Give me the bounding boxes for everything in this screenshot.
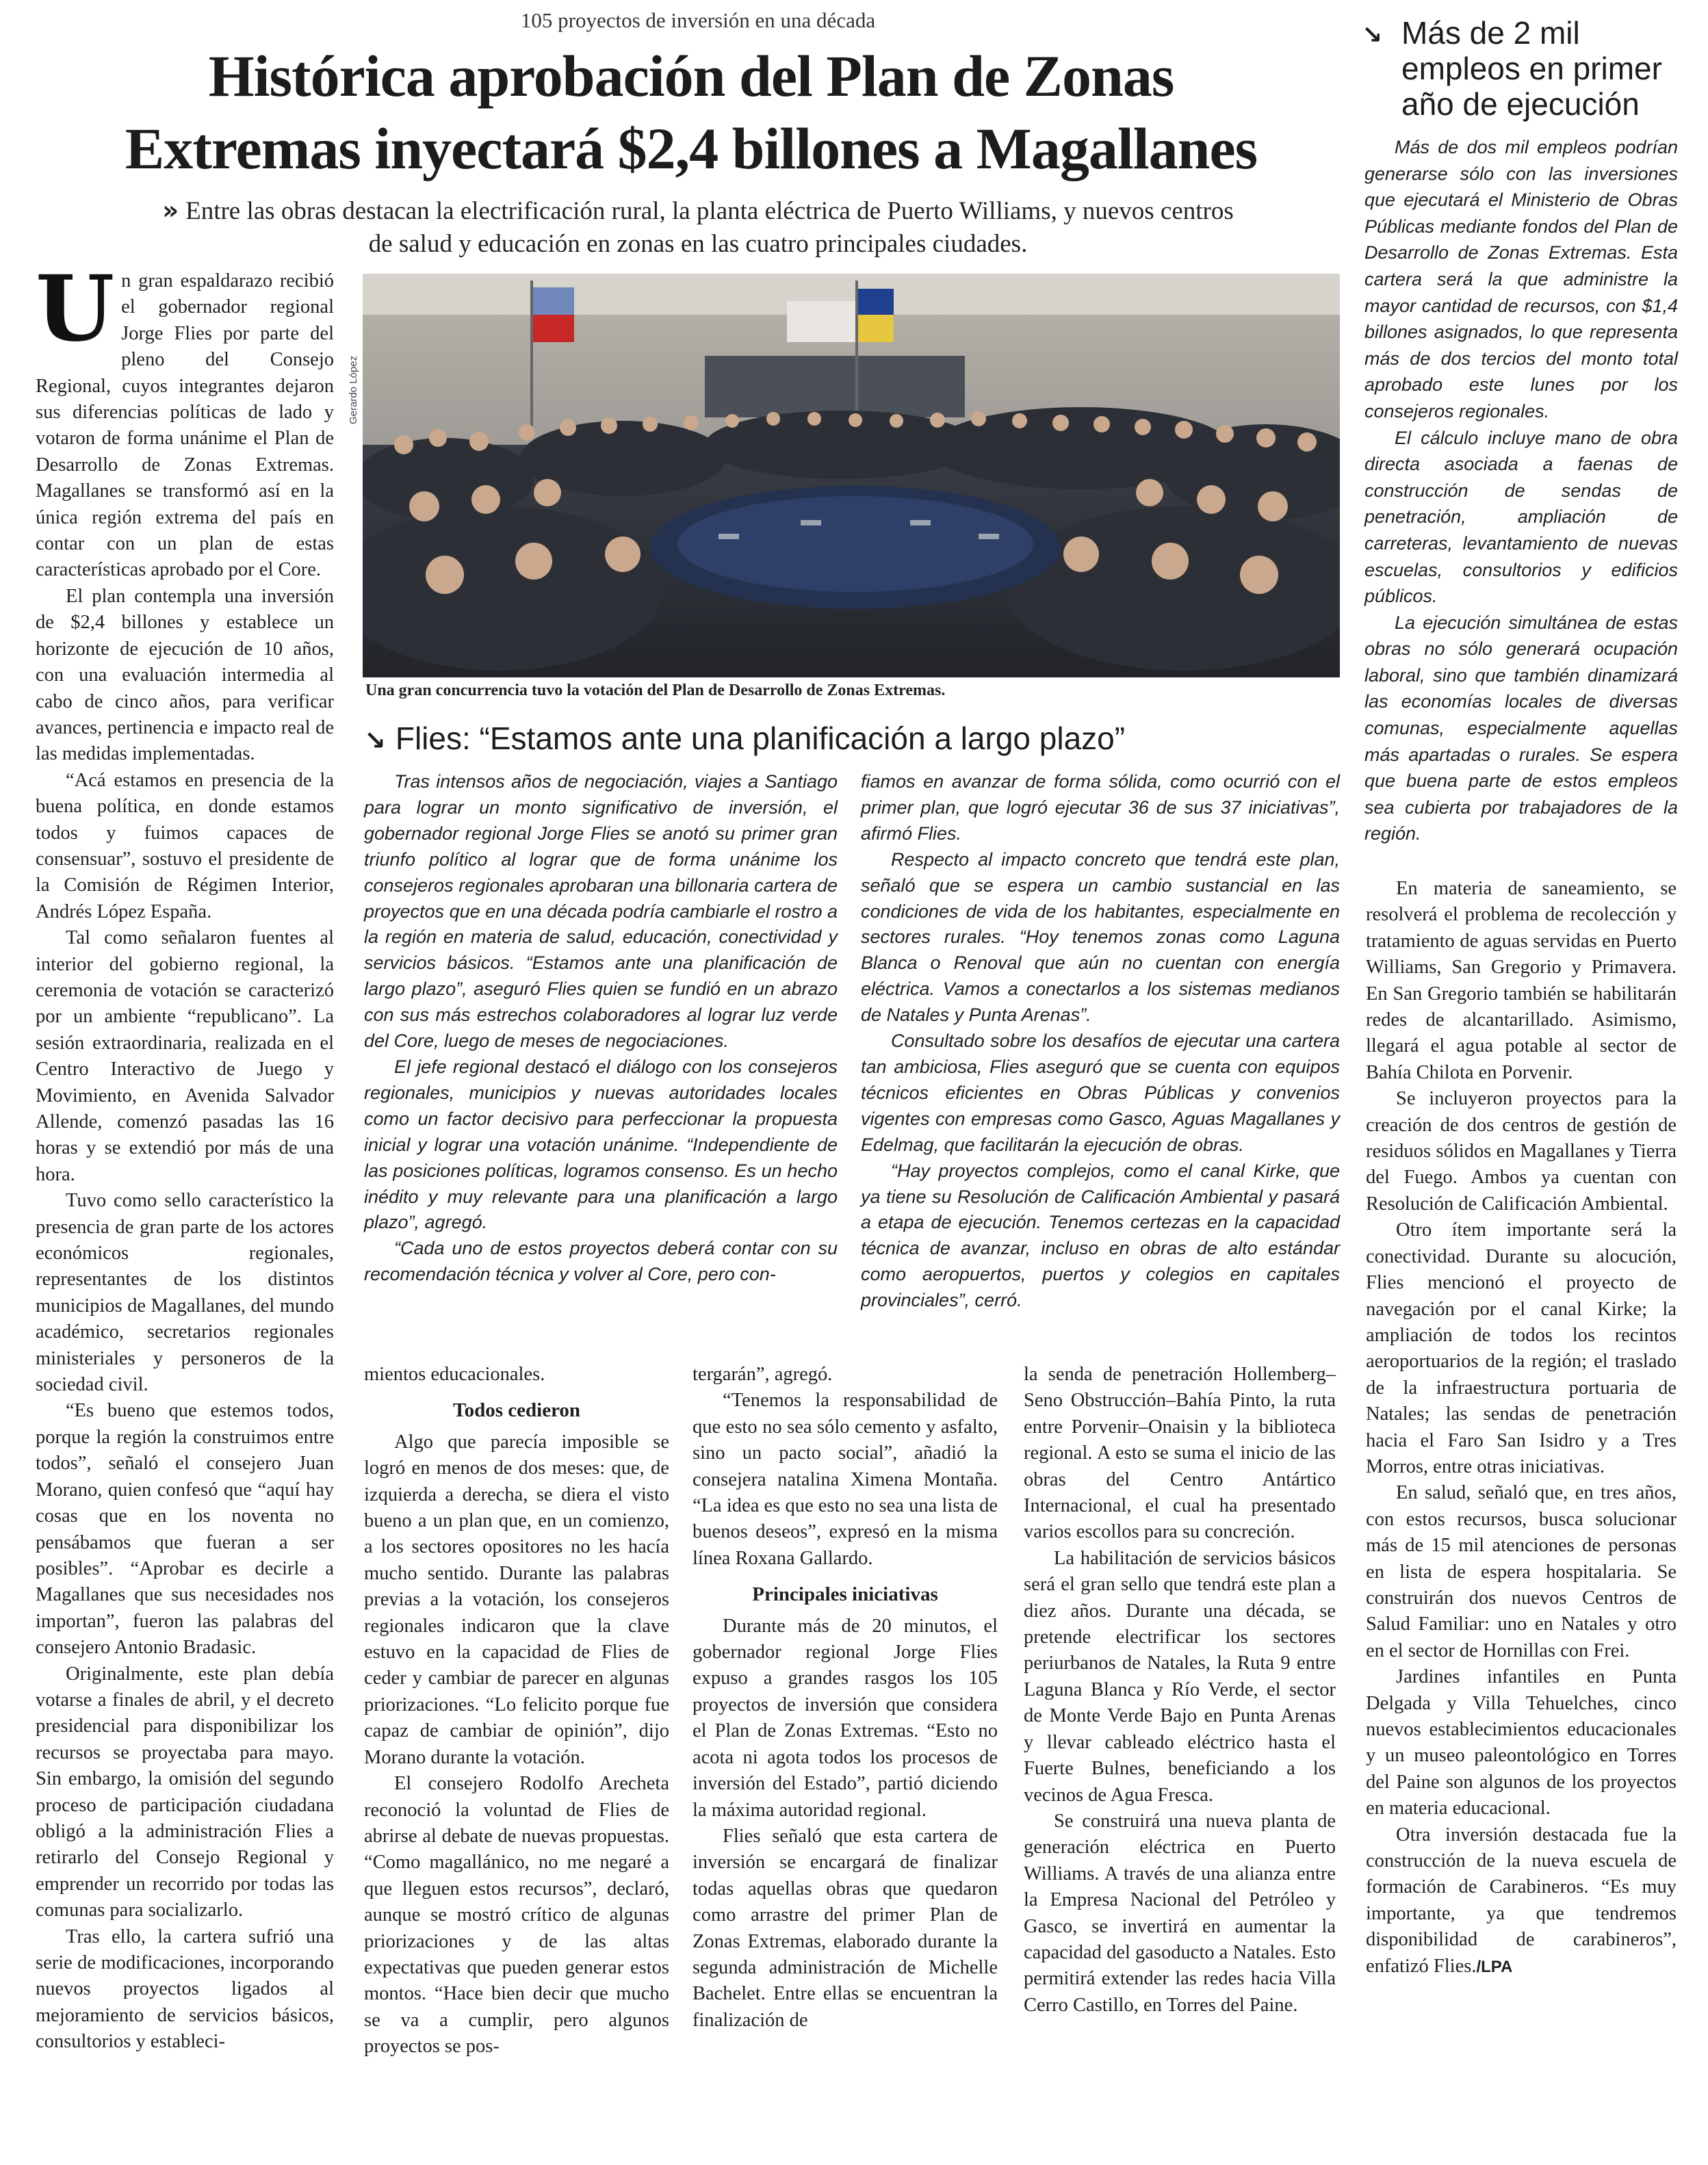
paragraph: Tuvo como sello característico la presencia de gran parte de los actores económicos regionales, representantes de los distintos municipios de Magallanes, del mundo académico, secretarios regionales ministeriales y personeros de la sociedad civil.: [36, 1190, 334, 1396]
paragraph: Flies señaló que esta cartera de inversión se encargará de finalizar todas aquellas obras que quedaron como arrastre del primer Plan de Zonas Extremas, elaborado durante la segunda administración de Michelle Bachelet. Entre ellas se encuentran la finalización de: [693, 1825, 998, 2031]
paragraph: mientos educacionales.: [364, 1364, 545, 1385]
paragraph: Durante más de 20 minutos, el gobernador regional Jorge Flies expuso a grandes rasgos los 105 proyectos de inversión que considera el Plan de Zonas Extremas. “Esto no acota ni agota todos los procesos de inversión del Estado”, partió diciendo la máxima autoridad regional.: [693, 1615, 998, 1821]
interview-subhead: [364, 720, 1336, 759]
sidebar-column: [1364, 134, 1678, 847]
paragraph: fiamos en avanzar de forma sólida, como ocurrió con el primer plan, que logró ejecutar 36 de sus 37 iniciativas”, afirmó Flies.: [861, 771, 1340, 844]
paragraph: Tal como señalaron fuentes al interior del gobierno regional, la ceremonia de votación se caracterizó por un ambiente “republicano”. La sesión extraordinaria, realizada en el Centro Interactivo de Juego y Movimiento, en Avenida Salvador Allende, comenzó pasadas las 16 horas y se extendió por más de una hora.: [36, 927, 334, 1185]
paragraph: El consejero Rodolfo Arecheta reconoció la voluntad de Flies de abrirse al debate de nuevas propuestas. “Como magallánico, no me negaré a que lleguen estos recursos”, declaró, aunque se mostró crítico de algunas priorizaciones y de las altas expectativas que pueden generar estos montos. “Hace bien decir que mucho se va a cumplir, pero algunos proyectos se pos-: [364, 1773, 669, 2058]
paragraph: Se construirá una nueva planta de generación eléctrica en Puerto Williams. A través de una alianza entre la Empresa Nacional del Petróleo y Gasco, se invertirá en aumentar la capacidad del gasoducto a Natales. Esto permitirá extender las redes hacia Villa Cerro Castillo, en Torres del Paine.: [1024, 1810, 1336, 2016]
paragraph: La habilitación de servicios básicos será el gran sello que tendrá este plan a diez años. Durante una década, se pretende electrificar los sectores periurbanos de Natales, la Ruta 9 entre Laguna Blanca y Río Verde, el sector de Monte Verde Bajo en Punta Arenas y llevar cableado eléctrico hasta el Fuerte Bulnes, beneficiando a los vecinos de Agua Fresca.: [1024, 1547, 1336, 1806]
paragraph: Tras intensos años de negociación, viajes a Santiago para lograr un monto significativo de inversión, el gobernador regional Jorge Flies se anotó su primer gran triunfo político al lograr que de forma unánime los consejeros regionales aprobaran una billonaria cartera de proyectos que en una década podría cambiarle el rostro a la región en materia de salud, educación, conectividad y servicios básicos. “Estamos ante una planificación de largo plazo”, aseguró Flies quien se fundió en un abrazo con sus más estrechos colaboradores al lograr luz verde del Core, luego de meses de negociaciones.: [364, 771, 838, 1052]
paragraph: Un gran espaldarazo recibió el gobernador regional Jorge Flies por parte del pleno del Consejo Regional, cuyos integrantes dejaron sus diferencias políticas de lado y votaron de forma unánime el Plan de Desarrollo de Zonas Extremas. Magallanes se transformó así en la única región extrema del país en contar con un plan de estas características aprobado por el Core.: [36, 256, 334, 581]
headline: [41, 40, 1341, 185]
arrow-down-right-icon: ↘: [364, 725, 386, 755]
chevron-right-icon: »: [162, 196, 179, 225]
paragraph: “Cada uno de estos proyectos deberá contar con su recomendación técnica y volver al Core, pero con-: [364, 1238, 838, 1285]
paragraph: Más de dos mil empleos podrían generarse sólo con las inversiones que ejecutará el Ministerio de Obras Públicas mediante fondos del Plan de Desarrollo de Zonas Extremas. Esta cartera será la que administre la mayor cantidad de recursos, con $1,4 billones asignados, lo que representa más de dos tercios del monto total aprobado este lunes por los consejeros regionales.: [1364, 137, 1678, 422]
body-column-5: [1366, 876, 1677, 1980]
paragraph: El plan contempla una inversión de $2,4 billones y establece un horizonte de ejecución de 10 años, con una evaluación intermedia al cabo de cinco años, para verificar avances, pertinencia e impacto real de las medidas implementadas.: [36, 585, 334, 765]
intertitle-todos-cedieron: Todos cedieron: [452, 1399, 581, 1422]
signature: /LPA: [1476, 1957, 1513, 1976]
photo-credit: Gerardo López: [348, 355, 359, 424]
photo-illustration: [363, 274, 1340, 677]
body-column-2: [364, 1362, 669, 2060]
headline-line-2: Extremas inyectará $2,4 billones a Magallanes: [125, 116, 1258, 181]
interview-column-right: [861, 769, 1340, 1314]
bajada: [157, 194, 1239, 261]
sidebar-headline: ↘ Más de 2 mil empleos en primer año de ejecución: [1362, 15, 1662, 122]
paragraph: Se incluyeron proyectos para la creación de dos centros de gestión de residuos sólidos en Magallanes y Tierra del Fuego. Ambos ya cuentan con Resolución de Calificación Ambiental.: [1366, 1088, 1677, 1215]
paragraph: Jardines infantiles en Punta Delgada y Villa Tehuelches, cinco nuevos establecimientos educacionales y un museo paleontológico en Torres del Paine son algunos de los proyectos en materia educacional.: [1366, 1666, 1677, 1819]
interview-column-left: [364, 769, 838, 1288]
drop-cap: U: [36, 256, 115, 362]
photo-caption: Una gran concurrencia tuvo la votación del Plan de Desarrollo de Zonas Extremas.: [365, 682, 946, 699]
bajada-text: Entre las obras destacan la electrificación rural, la planta eléctrica de Puerto Williams, y nuevos centros de salud y educación en zonas en las cuatro principales ciudades.: [185, 197, 1234, 258]
paragraph: la senda de penetración Hollemberg–Seno Obstrucción–Bahía Pinto, la ruta entre Porvenir–Onaisin y la biblioteca regional. A esto se suma el inicio de las obras del Centro Antártico Internacional, el cual ha presentado varios escollos para su concreción.: [1024, 1364, 1336, 1543]
body-column-3: [693, 1362, 998, 2034]
paragraph: Otro ítem importante será la conectividad. Durante su alocución, Flies mencionó el proyecto de navegación por el canal Kirke; la ampliación de todos los recintos aeroportuarios de la región; el traslado de la infraestructura portuaria de Natales; las sendas de penetración hacia el Faro San Isidro y a Tres Morros, entre otras iniciativas.: [1366, 1219, 1677, 1477]
paragraph: Tras ello, la cartera sufrió una serie de modificaciones, incorporando nuevos proyectos ligados al mejoramiento de servicios básicos, consultorios y estableci-: [36, 1926, 334, 2053]
paragraph: “Tenemos la responsabilidad de que esto no sea sólo cemento y asfalto, sino un pacto social”, añadió la consejera natalina Ximena Montaña. “La idea es que esto no sea una lista de buenos deseos”, expresó en la misma línea Roxana Gallardo.: [693, 1390, 998, 1569]
intertitle-principales-iniciativas: Principales iniciativas: [752, 1583, 938, 1606]
paragraph: “Acá estamos en presencia de la buena política, en donde estamos todos y fuimos capaces de consensuar”, sostuvo el presidente de la Comisión de Régimen Interior, Andrés López España.: [36, 769, 334, 922]
body-column-4: [1024, 1362, 1336, 2019]
paragraph: Respecto al impacto concreto que tendrá este plan, señaló que se espera un cambio sustancial en las condiciones de vida de los habitantes, especialmente en sectores rurales. “Hoy tenemos zonas como Laguna Blanca o Renoval que aún no cuentan con energía eléctrica. Vamos a conectarlos a los sistemas medianos de Natales y Punta Arenas”.: [861, 848, 1340, 1026]
paragraph: “Hay proyectos complejos, como el canal Kirke, que ya tiene su Resolución de Calificación Ambiental y pasará a etapa de ejecución. Tenemos certezas en la capacidad técnica de avanzar, incluso en obras de alto estándar como aeropuertos, puertos y colegios en capitales provinciales”, cerró.: [861, 1160, 1340, 1311]
article-photo: [363, 274, 1340, 677]
paragraph: tergarán”, agregó.: [693, 1364, 833, 1385]
paragraph: Otra inversión destacada fue la construcción de la nueva escuela de formación de Carabineros. “Es muy importante, ya que tendremos disponibilidad de carabineros”, enfatizó Flies./LPA: [1366, 1824, 1677, 1977]
interview-subhead-text: Flies: “Estamos ante una planificación a largo plazo”: [395, 721, 1126, 756]
paragraph: El jefe regional destacó el diálogo con los consejeros regionales, municipios y nuevas autoridades locales como un factor decisivo para perfeccionar la propuesta inicial y lograr una votación unánime. “Independiente de las posiciones políticas, logramos consenso. Es un hecho inédito y muy relevante para una planificación a largo plazo”, agregó.: [364, 1056, 838, 1233]
paragraph: Algo que parecía imposible se logró en menos de dos meses: que, de izquierda a derecha, se diera el visto bueno a un plan que, en un comienzo, a los sectores opositores no les hacía mucho sentido. Durante las palabras previas a la votación, los consejeros regionales indicaron que la clave estuvo en la capacidad de Flies de ceder y cambiar de parecer en algunas priorizaciones. “Lo felicito porque fue capaz de cambiar de opinión”, dijo Morano durante la votación.: [364, 1431, 669, 1768]
paragraph: Originalmente, este plan debía votarse a finales de abril, y el decreto presidencial para disponibilizar los recursos se proyectaba para mayo. Sin embargo, la omisión del segundo proceso de participación ciudadana obligó a la administración Flies a retirarlo del Consejo Regional y emprender un recorrido por todas las comunas para socializarlo.: [36, 1663, 334, 1921]
kicker: 105 proyectos de inversión en una década: [520, 8, 876, 32]
paragraph: Consultado sobre los desafíos de ejecutar una cartera tan ambiciosa, Flies aseguró que se cuenta con equipos técnicos eficientes en Obras Públicas y convenios vigentes con empresas como Gasco, Aguas Magallanes y Edelmag, que facilitarán la ejecución de obras.: [861, 1030, 1340, 1155]
paragraph: En salud, señaló que, en tres años, con estos recursos, busca solucionar más de 15 mil atenciones de personas en lista de espera hospitalaria. Se construirán dos nuevos Centros de Salud Familiar: uno en Natales y otro en el sector de Hornillas con Frei.: [1366, 1482, 1677, 1661]
paragraph: El cálculo incluye mano de obra directa asociada a faenas de construcción de sendas de penetración, ampliación de carreteras, levantamiento de nuevas escuelas, consultorios y edificios públicos.: [1364, 427, 1678, 607]
arrow-down-right-icon: ↘: [1362, 21, 1383, 49]
body-column-1: [36, 256, 334, 2056]
paragraph: La ejecución simultánea de estas obras no sólo generará ocupación laboral, sino que también dinamizará las economías locales de diversas comunas, especialmente aquellas más apartadas o rurales. Se espera que buena parte de estos empleos sea cubierta por trabajadores de la región.: [1364, 612, 1678, 844]
paragraph: En materia de saneamiento, se resolverá el problema de recolección y tratamiento de aguas servidas en Puerto Williams, San Gregorio y Primavera. En San Gregorio también se habilitarán redes de alcantarillado. Asimismo, llegará el agua potable al sector de Bahía Chilota en Porvenir.: [1366, 878, 1677, 1083]
headline-line-1: Histórica aprobación del Plan de Zonas: [208, 43, 1174, 109]
paragraph: “Es bueno que estemos todos, porque la región la construimos entre todos”, señaló el consejero Juan Morano, quien confesó que “aquí hay cosas que en los noventa no pensábamos que fueran a ser posibles”. “Aprobar es decirle a Magallanes que sus necesidades nos importan”, fueron las palabras del consejero Antonio Bradasic.: [36, 1400, 334, 1659]
